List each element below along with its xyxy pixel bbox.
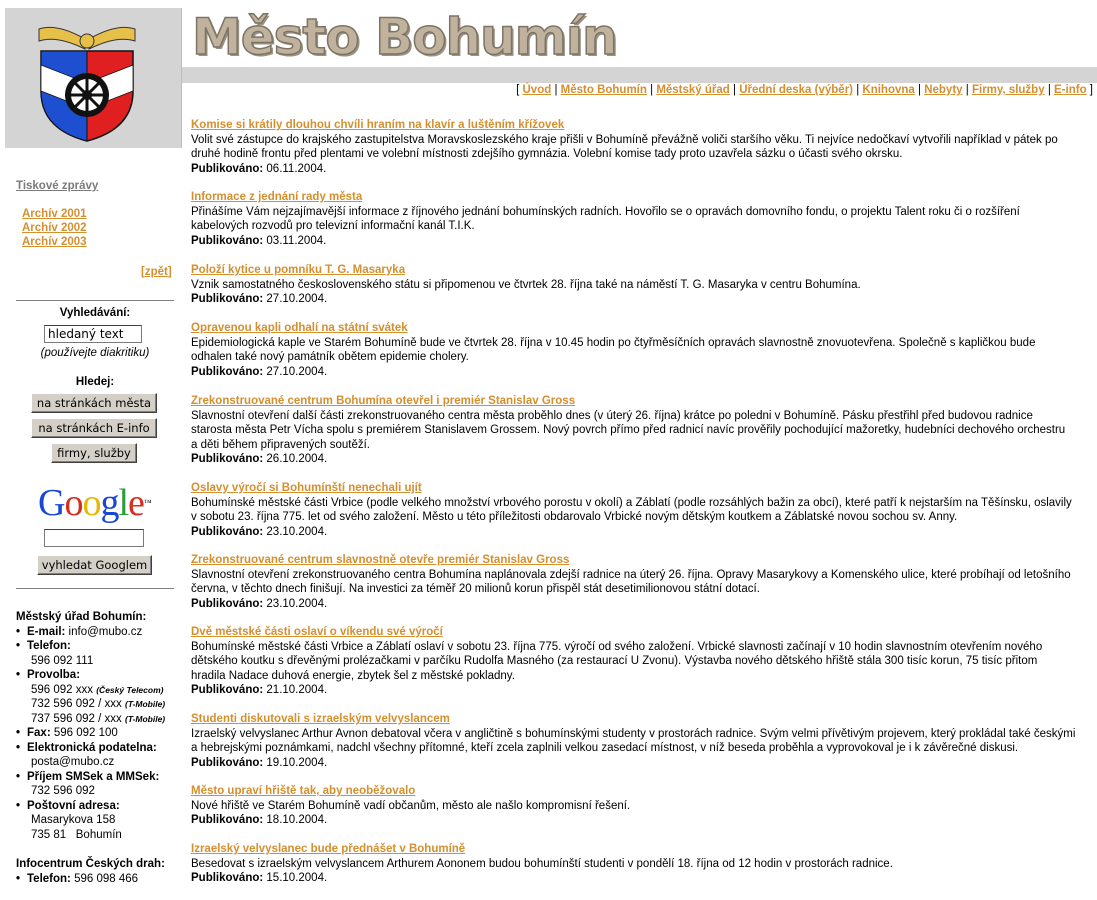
news-title-link[interactable]: Opravenou kapli odhalí na státní svátek [191, 322, 408, 334]
news-item [191, 784, 1091, 828]
divider [16, 588, 174, 589]
contact-phone: 596 092 111 [31, 654, 94, 667]
news-published [191, 234, 1091, 249]
news-published [191, 452, 1091, 467]
infocenter-phone: 596 098 466 [74, 872, 139, 885]
crest-panel [5, 8, 182, 148]
news-title-link[interactable]: Zrekonstruované centrum Bohumína otevřel i premiér Stanislav Gross [191, 395, 576, 407]
news-text: dětského koutku s dřevěnými prolézačkami v parčíku Rudolfa Masného (za restaurací U Zvonu). Výstavba nového dětského hřiště stála 300 tisíc korun, 75 tisíc přitom [191, 655, 1038, 667]
contact-dial-label: Provolba: [27, 669, 81, 681]
find-label: Hledej: [75, 376, 115, 388]
published-label: Publikováno: [191, 597, 264, 610]
news-text: v sobotu 23. října 775. let od svého založení. Město u této příležitosti obdarovalo Vrbické novým dětským koutkem a Záblatské novou sochou sv. Anny. [191, 511, 958, 523]
news-item [191, 394, 1091, 467]
news-text: Přinášíme Vám nejzajímavější informace z říjnového jednání bohumínských radních. Hovořilo se o opravách domovního fondu, o projektu Talent roku či o rozšíření [191, 205, 1020, 218]
google-tm: ™ [143, 498, 151, 507]
news-published [191, 525, 1091, 540]
news-text: Besedovat s izraelským velvyslancem Arthurem Aononem budou bohumínští studenti v pondělí 18. října od 12 hodin v prostorách radnice. [191, 857, 893, 870]
back-bracket-close: ] [167, 266, 172, 278]
back-label[interactable]: zpět [144, 266, 168, 278]
nav-separator: | [1047, 84, 1051, 96]
archive-2003-link[interactable]: Archív 2003 [22, 236, 87, 248]
contact-dial [16, 697, 182, 712]
news-title-link[interactable]: Informace z jednání rady města [191, 191, 363, 203]
contact-dial-row [16, 668, 182, 683]
news-item [191, 190, 1091, 248]
news-text: hradila Nadace duhová energie, zbytek šel z městské pokladny. [191, 669, 515, 682]
news-text: Nové hřiště ve Starém Bohumíně vadí občanům, město ale našlo kompromisní řešení. [191, 799, 631, 812]
published-date: 19.10.2004. [266, 756, 328, 769]
contact-email-row [16, 625, 182, 640]
nav-separator: | [918, 84, 921, 96]
published-date: 27.10.2004. [266, 293, 328, 305]
top-navigation [516, 84, 1093, 96]
news-title-link[interactable]: Oslavy výročí si Bohumínští nenechali ujít [191, 482, 422, 494]
contact-post-label: Poštovní adresa: [27, 799, 120, 812]
news-published [191, 813, 1091, 828]
published-date: 18.10.2004. [266, 814, 328, 826]
published-label: Publikováno: [191, 684, 264, 696]
nav-link-e-info[interactable]: E-info [1054, 84, 1087, 96]
nav-bracket-close: ] [1089, 84, 1093, 96]
published-label: Publikováno: [191, 756, 264, 769]
site-title: Město Bohumín [192, 8, 617, 66]
contact-epod: posta@mubo.cz [31, 756, 115, 768]
google-letter: e [128, 482, 144, 524]
nav-link-mestsky-urad[interactable]: Městský úřad [656, 84, 730, 96]
news-text: a hebrejskými poznámkami, nadchl všechny přítomné, kteří zcela zaplnili velkou zasedací místnost, v níž beseda proběhla a vyprovokoval je i k závěrečné diskusi. [191, 742, 1019, 754]
contact-post-line: 735 81 Bohumín [31, 828, 122, 841]
search-input[interactable] [44, 325, 142, 343]
published-date: 27.10.2004. [266, 365, 328, 378]
contact-post-row [16, 799, 182, 814]
news-text: Bohumínské městské části Vrbice a Záblatí oslaví v sobotu 23. října 775. výročí od svého založení. Vrbické slavnosti začínají v 10 hodin slavnostním otevřením nového [191, 640, 1043, 653]
nav-link-knihovna[interactable]: Knihovna [862, 84, 915, 96]
published-label: Publikováno: [191, 234, 264, 247]
nav-separator: | [650, 84, 654, 96]
news-title-link[interactable]: Izraelský velvyslanec bude přednášet v Bohumíně [191, 843, 466, 855]
news-text: Epidemiologická kaple ve Starém Bohumíně bude ve čtvrtek 28. října v 10.45 hodin po čtyřměsíčních opravách slavnostně znovuotevřena. Společně s kapličkou bude [191, 336, 1036, 349]
contact-block [16, 610, 182, 886]
press-releases-link[interactable]: Tiskové zprávy [16, 180, 99, 192]
nav-separator: | [856, 84, 860, 96]
header-bar [182, 67, 1097, 83]
news-item [191, 263, 1091, 307]
published-date: 23.10.2004. [266, 597, 328, 610]
news-item [191, 712, 1091, 770]
news-text: starosta města Petr Vícha spolu s premiérem Stanislavem Grossem. Nový povrch přímo před radnicí navíc prověřily pochodující mažoretky, hudebníci dechového orchestru [191, 424, 1066, 436]
published-date: 06.11.2004. [266, 162, 327, 175]
contact-fax-row [16, 726, 182, 741]
search-heading: Vyhledávání: [59, 307, 131, 319]
infocenter-phone-label: Telefon: [27, 872, 71, 885]
nav-link-mesto-bohumin[interactable]: Město Bohumín [560, 84, 647, 96]
google-letter: o [82, 482, 101, 524]
news-item [191, 625, 1091, 698]
contact-email-label: E-mail: [27, 625, 66, 638]
dial-number: 596 092 xxx [31, 683, 94, 696]
published-label: Publikováno: [191, 814, 264, 826]
dial-network: (T-Mobile) [125, 699, 166, 709]
published-label: Publikováno: [191, 162, 264, 175]
news-published [191, 162, 1091, 177]
google-letter: o [64, 482, 83, 524]
contact-fax-label: Fax: [27, 727, 51, 739]
contact-epod-label: Elektronická podatelna: [27, 741, 157, 754]
google-letter: g [100, 482, 119, 524]
contact-email: info@mubo.cz [68, 625, 143, 638]
published-label: Publikováno: [191, 453, 264, 465]
published-label: Publikováno: [191, 872, 264, 884]
contact-epod-row [16, 741, 182, 756]
news-item [191, 321, 1091, 379]
search-hint: (používejte diakritiku) [40, 347, 150, 359]
news-title-link[interactable]: Město upraví hřiště tak, aby neoběžovalo [191, 785, 416, 797]
news-text: druhé hodině frontu před plentami ve volební místnosti zdejšího gymnázia. Volební komise tady proto uzavřela sázku o účasti svého okrsku. [191, 148, 903, 160]
google-letter: l [118, 482, 129, 524]
contact-phone-label: Telefon: [27, 640, 71, 652]
news-published [191, 756, 1091, 771]
news-published [191, 292, 1091, 307]
nav-separator: | [733, 84, 737, 96]
news-published [191, 597, 1091, 612]
news-title-link[interactable]: Dvě městské části oslaví o víkendu své výročí [191, 626, 443, 638]
infocenter-phone-row [16, 872, 182, 887]
news-text: Volit své zástupce do krajského zastupitelstva Moravskoslezského kraje přišli v Bohumíně převážně voliči staršího věku. Ti nejvíce nedočkaví vytvořili například v pátek po [191, 133, 1058, 146]
infocenter-heading: Infocentrum Českých drah: [16, 858, 165, 870]
google-letter: G [38, 482, 65, 524]
back-bracket-open: [ [141, 266, 145, 278]
divider [16, 300, 174, 301]
published-date: 26.10.2004. [266, 453, 328, 465]
published-date: 21.10.2004. [266, 684, 328, 696]
contact-heading: Městský úřad Bohumín: [16, 611, 147, 623]
news-item [191, 553, 1091, 611]
news-text: Bohumínské městské části Vrbice (podle velkého množství vrbového porostu v okolí) a Záblatí (podle rozsáhlých bažin za obcí), které patří k nejstarším na Těšínsku, oslavily [191, 496, 1072, 509]
contact-post-line: Masarykova 158 [31, 814, 116, 826]
google-logo [38, 481, 151, 525]
news-text: Vznik samostatného československého státu si připomenou ve čtvrtek 28. října také na náměstí T. G. Masaryka v centru Bohumína. [191, 278, 861, 291]
news-item [191, 481, 1091, 539]
contact-sms-label: Příjem SMSek a MMSek: [27, 770, 160, 783]
news-title-link[interactable]: Komise si krátily dlouhou chvíli hraním na klavír a luštěním křížovek [191, 119, 565, 131]
nav-separator: | [554, 84, 558, 96]
back-link[interactable] [141, 266, 172, 278]
news-text: Izraelský velvyslanec Arthur Avnon debatoval včera v angličtině s bohumínskými studenty v prostorách radnice. Svým velmi přívětivým projevem, který prokládal také českými [191, 727, 1076, 740]
dial-number: 737 596 092 / xxx [31, 712, 122, 725]
contact-dial [16, 683, 182, 698]
published-label: Publikováno: [191, 365, 264, 378]
published-label: Publikováno: [191, 293, 264, 305]
nav-link-nebyty[interactable]: Nebyty [924, 84, 963, 96]
news-item [191, 118, 1091, 176]
nav-bracket-open: [ [516, 84, 520, 96]
search-city-button[interactable]: na stránkách města [31, 393, 157, 413]
contact-sms: 732 596 092 [31, 785, 95, 797]
published-date: 03.11.2004. [266, 234, 327, 247]
nav-separator: | [965, 84, 969, 96]
nav-link-uvod[interactable]: Úvod [522, 84, 552, 96]
news-item [191, 842, 1091, 886]
nav-link-firmy-sluzby[interactable]: Firmy, služby [971, 84, 1045, 96]
news-title-link[interactable]: Studenti diskutovali s izraelským velvyslancem [191, 713, 450, 725]
archive-2002-link[interactable]: Archív 2002 [22, 222, 87, 234]
news-text: června, v těchto dnech finišují. Na investici za téměř 20 milionů korun přispěl stát desetimilionovou státní dotací. [191, 583, 760, 595]
bohumin-coat-of-arms-icon [37, 21, 137, 143]
news-text: kabelových rozvodů pro televizní informační kanál T.I.K. [191, 220, 475, 232]
news-text: Slavnostní otevření zrekonstruovaného centra Bohumína naplánovala zdejší radnice na úterý 26. října. Opravy Masarykovy a Komenského ulice, které probíhají od letošního [191, 568, 1071, 581]
google-search-button[interactable]: vyhledat Googlem [37, 555, 152, 575]
news-title-link[interactable]: Položí kytice u pomníku T. G. Masaryka [191, 264, 406, 276]
news-text: Slavnostní otevření další části zrekonstruovaného centra města proběhlo dnes (v úterý 26. října) krátce po poledni v Bohumíně. Pásku přestřihl před budovou radnice [191, 409, 1033, 422]
published-date: 23.10.2004. [266, 525, 328, 538]
search-firms-button[interactable]: firmy, služby [51, 443, 137, 463]
news-published [191, 365, 1091, 380]
news-title-link[interactable]: Zrekonstruované centrum slavnostně otevře premiér Stanislav Gross [191, 554, 570, 566]
search-einfo-button[interactable]: na stránkách E-info [31, 418, 157, 438]
dial-network: (T-Mobile) [125, 713, 166, 724]
news-text: odhalen také nový památník obětem epidemie cholery. [191, 351, 469, 363]
contact-dial [16, 712, 182, 727]
contact-phone-row [16, 639, 182, 654]
dial-number: 732 596 092 / xxx [31, 698, 122, 710]
news-published [191, 871, 1091, 886]
news-published [191, 683, 1091, 698]
published-label: Publikováno: [191, 525, 264, 538]
news-text: a děti během připravených soutěží. [191, 438, 370, 451]
archive-2001-link[interactable]: Archív 2001 [22, 208, 87, 220]
nav-link-uredni-deska[interactable]: Úřední deska (výběr) [739, 84, 853, 96]
published-date: 15.10.2004. [266, 872, 328, 884]
dial-network: (Český Telecom) [96, 684, 164, 695]
google-search-input[interactable] [44, 529, 144, 547]
contact-sms-row [16, 770, 182, 785]
contact-fax: 596 092 100 [53, 727, 118, 739]
